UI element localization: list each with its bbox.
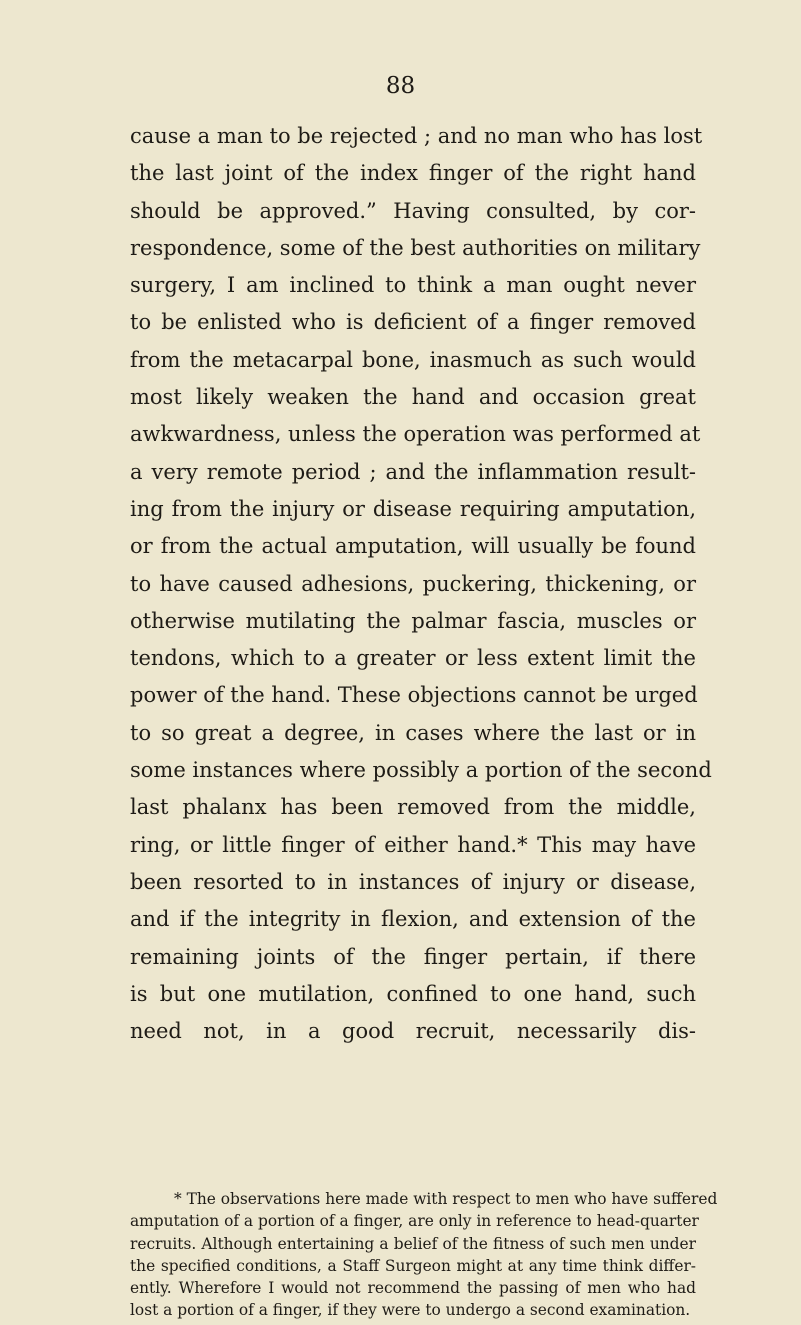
text-line: a very remote period ; and the inflammation result- xyxy=(130,459,696,484)
footnote-line: amputation of a portion of a finger, are only in reference to head-quarter xyxy=(130,1212,699,1231)
main-text-block xyxy=(130,118,712,1050)
footnote-line: * The observations here made with respect to men who have suffered xyxy=(174,1190,718,1208)
footnote-line: ently. Wherefore I would not recommend the passing of men who had xyxy=(130,1279,696,1298)
text-line: otherwise mutilating the palmar fascia, muscles or xyxy=(130,608,696,633)
text-line: ring, or little finger of either hand.* This may have xyxy=(130,832,696,857)
text-line: remaining joints of the finger pertain, if there xyxy=(130,944,696,969)
text-line: need not, in a good recruit, necessarily dis- xyxy=(130,1019,696,1044)
text-line: tendons, which to a greater or less extent limit the xyxy=(130,646,696,671)
footnote xyxy=(130,1188,718,1322)
text-line: ing from the injury or disease requiring amputation, xyxy=(130,496,696,521)
text-line: should be approved.” Having consulted, by cor- xyxy=(130,198,696,223)
text-line: is but one mutilation, confined to one hand, such xyxy=(130,981,696,1006)
text-line: cause a man to be rejected ; and no man who has lost xyxy=(130,124,703,148)
text-line: and if the integrity in flexion, and extension of the xyxy=(130,907,696,932)
text-line: from the metacarpal bone, inasmuch as such would xyxy=(130,347,696,372)
text-line: awkwardness, unless the operation was performed at xyxy=(130,422,701,447)
text-line: respondence, some of the best authorities on military xyxy=(130,235,701,260)
text-line: most likely weaken the hand and occasion great xyxy=(130,385,696,410)
text-line: the last joint of the index finger of the right hand xyxy=(130,161,696,186)
text-line: power of the hand. These objections cannot be urged xyxy=(130,683,698,708)
text-line: been resorted to in instances of injury or disease, xyxy=(130,869,696,894)
footnote-line: lost a portion of a finger, if they were to undergo a second examination. xyxy=(130,1301,691,1320)
text-line: surgery, I am inclined to think a man ought never xyxy=(130,273,696,298)
text-line: or from the actual amputation, will usually be found xyxy=(130,534,696,559)
text-line: some instances where possibly a portion of the second xyxy=(130,758,712,783)
page-number: 88 xyxy=(385,73,416,99)
text-line: to be enlisted who is deficient of a finger removed xyxy=(130,310,696,335)
text-line: to so great a degree, in cases where the last or in xyxy=(130,720,696,745)
footnote-line: the specified conditions, a Staff Surgeon might at any time think differ- xyxy=(130,1256,696,1275)
text-line: to have caused adhesions, puckering, thickening, or xyxy=(130,571,696,596)
footnote-line: recruits. Although entertaining a belief of the fitness of such men under xyxy=(130,1234,696,1253)
text-line: last phalanx has been removed from the middle, xyxy=(130,795,696,820)
